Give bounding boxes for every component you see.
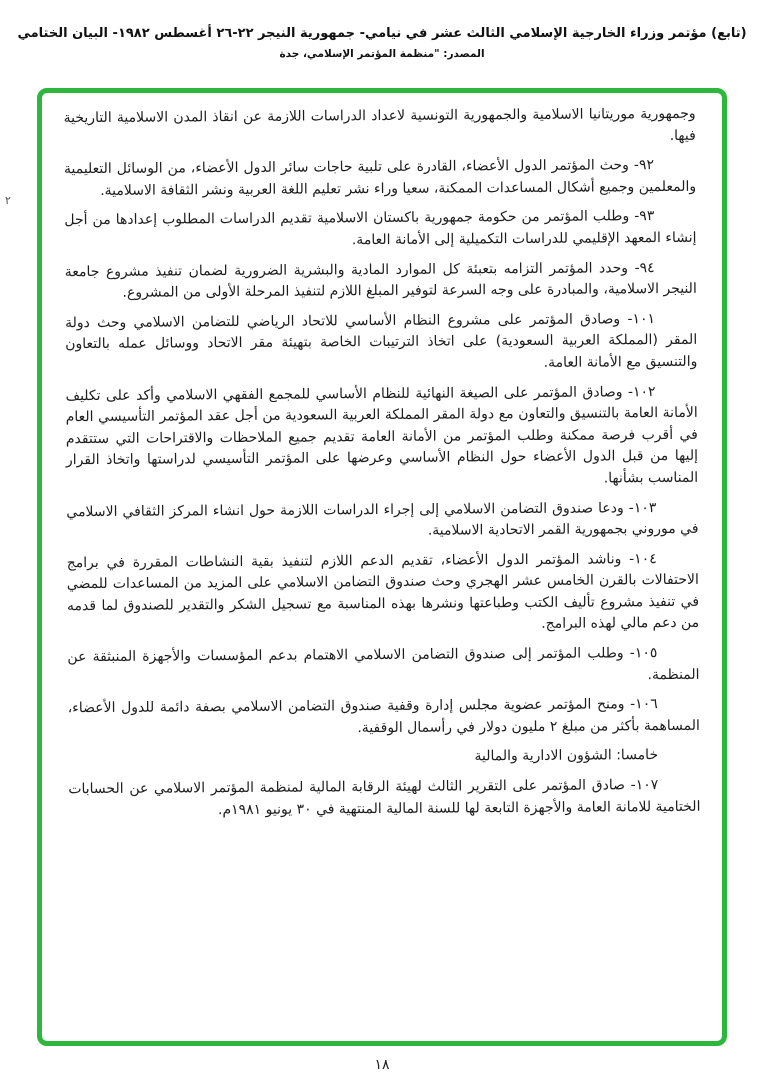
scan-margin-artifact: ٢ [5,194,11,207]
paragraph: ٩٢- وحث المؤتمر الدول الأعضاء، القادرة على تلبية حاجات سائر الدول الأعضاء، من الوسائل التعليمية والمعلمين وجميع أشكال المساعدات الممكنة، سعيا وراء نشر تعليم اللغة العربية ونشر الثقافة الاسلامية. [63,157,697,199]
content-border-box [37,88,727,1046]
paragraph: وجمهورية موريتانيا الاسلامية والجمهورية التونسية لاعداد الدراسات اللازمة عن انقاذ المدن الاسلامية التاريخية فيها. [63,105,696,144]
document-source-line: المصدر: "منظمة المؤتمر الإسلامي، جدة [279,48,485,60]
document-header [0,26,764,60]
paragraph: ١٠٣- ودعا صندوق التضامن الاسلامي إلى إجراء الدراسات اللازمة حول انشاء المركز الثقافي الاسلامي في موروني بجمهورية القمر الاتحادية الاسلامية. [66,499,699,539]
paragraph: ١٠٦- ومنح المؤتمر عضوية مجلس إدارة وقفية صندوق التضامن الاسلامي بصفة دائمة للدول الأعضاء، المساهمة بأكثر من مبلغ ٢ مليون دولار في رأسمال الوقفية. [67,696,700,737]
document-title: (تابع) مؤتمر وزراء الخارجية الإسلامي الثالث عشر في نيامي- جمهورية النيجر ٢٢-٢٦ أغسطس ١٩٨٢- البيان الختامي [17,26,747,41]
paragraph: ٩٤- وحدد المؤتمر التزامه بتعبئة كل الموارد المادية والبشرية الضرورية لضمان تنفيذ مشروع جامعة النيجر الاسلامية، والمبادرة على وجه السرعة لتوفير المبلغ اللازم لتنفيذ المرحلة الأولى من المشروع. [64,259,697,301]
paragraph: ١٠٥- وطلب المؤتمر إلى صندوق التضامن الاسلامي الاهتمام بدعم المؤسسات والأجهزة المنبثقة عن المنظمة. [67,645,700,683]
paragraph: ١٠٤- وناشد المؤتمر الدول الأعضاء، تقديم الدعم اللازم لتنفيذ بقية النشاطات المقررة في برامج الاحتفالات بالقرن الخامس عشر الهجري وحث صندوق التضامن الاسلامي على المزيد من المساعدات للمضي في تنفيذ مشروع تأليف الكتب وطباعتها ونشرها بهذه المناسبة مع تسجيل الشكر والتقدير للصندوق لما قدمه من دعم مالي لهذه البرامج. [66,550,700,633]
section-heading: خامسا: الشؤون الادارية والمالية [474,747,659,765]
paragraph: ١٠٢- وصادق المؤتمر على الصيغة النهائية للنظام الأساسي للمجمع الفقهي الاسلامي وأكد على تكليف الأمانة العامة بالتنسيق والتعاون مع دولة المقر المملكة العربية السعودية من أجل عقد المؤتمر التأسيسي العام في أقرب فرصة ممكنة وطلب المؤتمر من الأمانة العامة تقديم جميع الملاحظات والاقتراحات التي ستتقدم إليها من قبل الدول الأعضاء حول النظام الأساسي وعرضها على المؤتمر التأسيسي لدراستها واتخاذ القرار المناسب بشأنها. [65,383,699,487]
paragraph: ١٠١- وصادق المؤتمر على مشروع النظام الأساسي للاتحاد الرياضي للتضامن الاسلامي وحث دولة المقر (المملكة العربية السعودية) على اتخاذ الترتيبات الخاصة بتهيئة مقر الاتحاد ووسائل عمله بالتعاون والتنسيق مع الأمانة العامة. [64,310,698,371]
document-body [39,91,724,827]
paragraph: ٩٣- وطلب المؤتمر من حكومة جمهورية باكستان الاسلامية تقديم الدراسات المطلوب إعدادها من أجل إنشاء المعهد الإقليمي للدراسات التكميلية إلى الأمانة العامة. [64,208,697,249]
paragraph: ١٠٧- صادق المؤتمر على التقرير الثالث لهيئة الرقابة المالية لمنظمة المؤتمر الاسلامي عن الحسابات الختامية للامانة العامة والأجهزة التابعة لها للسنة المالية المنتهية في ٣٠ يونيو ١٩٨١م. [68,777,701,818]
page-number: ١٨ [374,1057,390,1073]
